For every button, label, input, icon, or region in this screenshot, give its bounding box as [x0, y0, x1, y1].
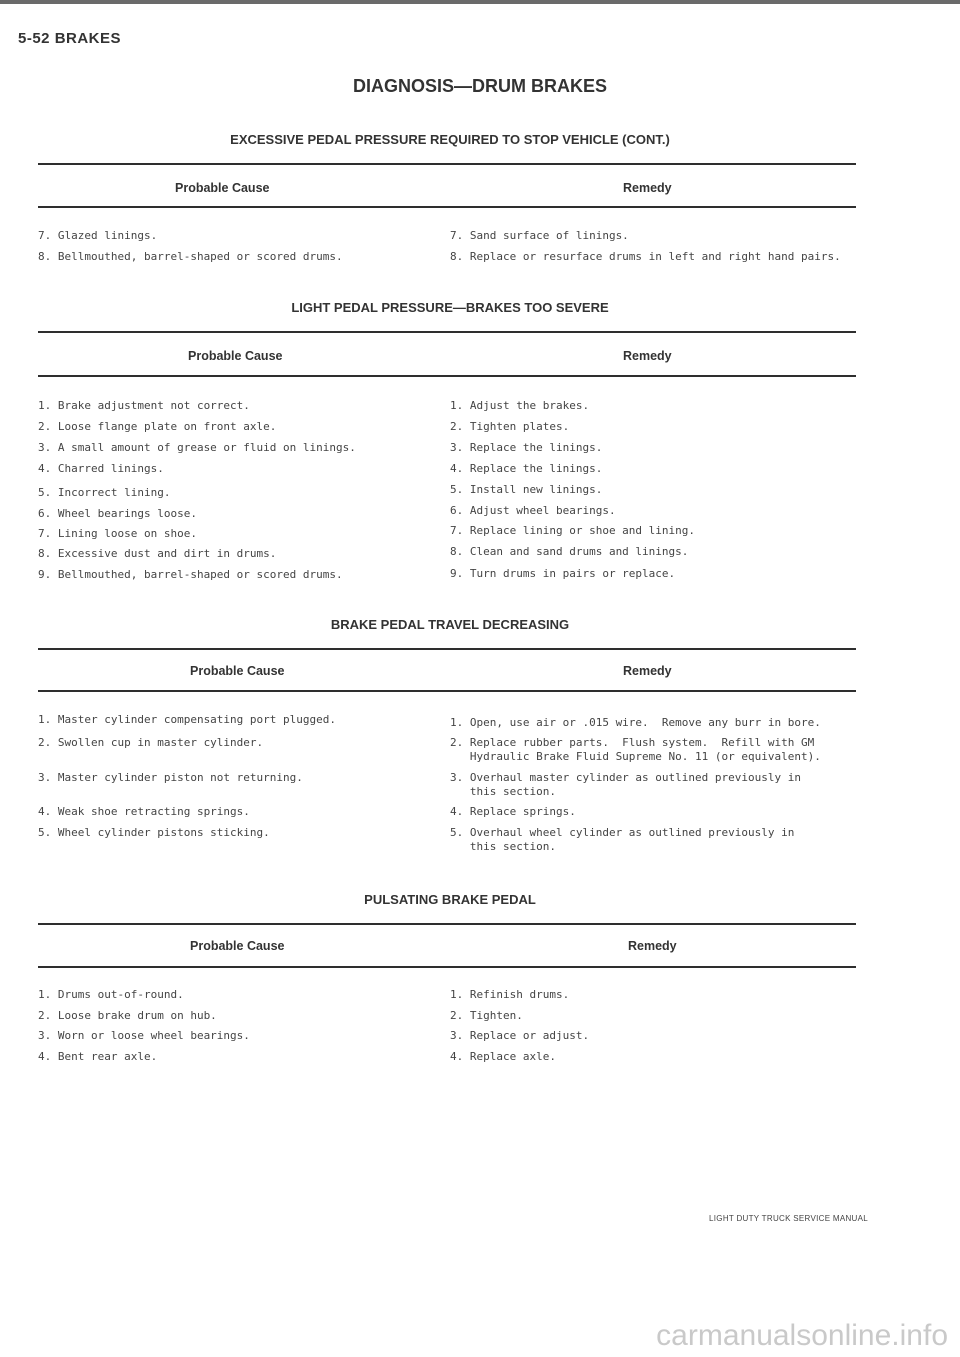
column-header-cause: Probable Cause: [190, 664, 285, 678]
cause-item: 8. Bellmouthed, barrel-shaped or scored drums.: [38, 250, 343, 263]
cause-item: 1. Brake adjustment not correct.: [38, 399, 250, 412]
column-header-remedy: Remedy: [628, 939, 677, 953]
cause-item: 2. Loose brake drum on hub.: [38, 1009, 217, 1022]
table-top-rule: [38, 923, 856, 925]
cause-item: 6. Wheel bearings loose.: [38, 507, 197, 520]
cause-item: 8. Excessive dust and dirt in drums.: [38, 547, 277, 560]
remedy-item: 3. Overhaul master cylinder as outlined previously in this section.: [450, 771, 801, 798]
remedy-item: 5. Overhaul wheel cylinder as outlined previously in this section.: [450, 826, 795, 853]
remedy-item: 3. Replace or adjust.: [450, 1029, 590, 1042]
remedy-item: 1. Refinish drums.: [450, 988, 570, 1001]
column-header-cause: Probable Cause: [188, 349, 283, 363]
remedy-item: 4. Replace axle.: [450, 1050, 556, 1063]
column-header-remedy: Remedy: [623, 664, 672, 678]
remedy-item: 6. Adjust wheel bearings.: [450, 504, 616, 517]
section-title: LIGHT PEDAL PRESSURE—BRAKES TOO SEVERE: [291, 300, 609, 315]
top-border-line: [0, 0, 960, 4]
page-header: 5-52 BRAKES: [18, 30, 122, 47]
cause-item: 2. Loose flange plate on front axle.: [38, 420, 277, 433]
remedy-item: 1. Open, use air or .015 wire. Remove any burr in bore.: [450, 716, 821, 729]
remedy-item: 2. Tighten plates.: [450, 420, 570, 433]
page-title: DIAGNOSIS—DRUM BRAKES: [352, 76, 607, 96]
section-title: PULSATING BRAKE PEDAL: [364, 892, 536, 907]
table-top-rule: [38, 648, 856, 650]
cause-item: 4. Weak shoe retracting springs.: [38, 805, 250, 818]
cause-item: 5. Incorrect lining.: [38, 486, 171, 499]
cause-item: 9. Bellmouthed, barrel-shaped or scored drums.: [38, 568, 343, 581]
remedy-item: 3. Replace the linings.: [450, 441, 603, 454]
cause-item: 1. Master cylinder compensating port plugged.: [38, 713, 337, 726]
column-header-remedy: Remedy: [623, 181, 672, 195]
remedy-item: 7. Sand surface of linings.: [450, 229, 629, 242]
page-footer: LIGHT DUTY TRUCK SERVICE MANUAL: [709, 1214, 868, 1223]
remedy-item: 8. Replace or resurface drums in left and right hand pairs.: [450, 250, 841, 263]
remedy-item: 5. Install new linings.: [450, 483, 603, 496]
column-header-cause: Probable Cause: [175, 181, 270, 195]
cause-item: 3. Master cylinder piston not returning.: [38, 771, 303, 784]
cause-item: 4. Bent rear axle.: [38, 1050, 158, 1063]
remedy-item: 4. Replace the linings.: [450, 462, 603, 475]
watermark: carmanualsonline.info: [656, 1319, 948, 1352]
header-bottom-rule: [38, 206, 856, 208]
section-title: EXCESSIVE PEDAL PRESSURE REQUIRED TO STOP VEHICLE (CONT.): [230, 132, 670, 147]
remedy-item: 8. Clean and sand drums and linings.: [450, 545, 689, 558]
table-top-rule: [38, 331, 856, 333]
table-top-rule: [38, 163, 856, 165]
header-bottom-rule: [38, 966, 856, 968]
cause-item: 1. Drums out-of-round.: [38, 988, 184, 1001]
cause-item: 7. Lining loose on shoe.: [38, 527, 197, 540]
remedy-item: 1. Adjust the brakes.: [450, 399, 590, 412]
header-bottom-rule: [38, 375, 856, 377]
remedy-item: 4. Replace springs.: [450, 805, 576, 818]
cause-item: 7. Glazed linings.: [38, 229, 158, 242]
header-bottom-rule: [38, 690, 856, 692]
cause-item: 3. Worn or loose wheel bearings.: [38, 1029, 250, 1042]
column-header-remedy: Remedy: [623, 349, 672, 363]
cause-item: 3. A small amount of grease or fluid on linings.: [38, 441, 356, 454]
cause-item: 4. Charred linings.: [38, 462, 164, 475]
cause-item: 5. Wheel cylinder pistons sticking.: [38, 826, 270, 839]
remedy-item: 2. Replace rubber parts. Flush system. Refill with GM Hydraulic Brake Fluid Supreme No. 11 (or equivalent).: [450, 736, 821, 763]
cause-item: 2. Swollen cup in master cylinder.: [38, 736, 264, 749]
section-title: BRAKE PEDAL TRAVEL DECREASING: [330, 617, 570, 632]
column-header-cause: Probable Cause: [190, 939, 285, 953]
remedy-item: 9. Turn drums in pairs or replace.: [450, 567, 676, 580]
remedy-item: 2. Tighten.: [450, 1009, 523, 1022]
remedy-item: 7. Replace lining or shoe and lining.: [450, 524, 696, 537]
